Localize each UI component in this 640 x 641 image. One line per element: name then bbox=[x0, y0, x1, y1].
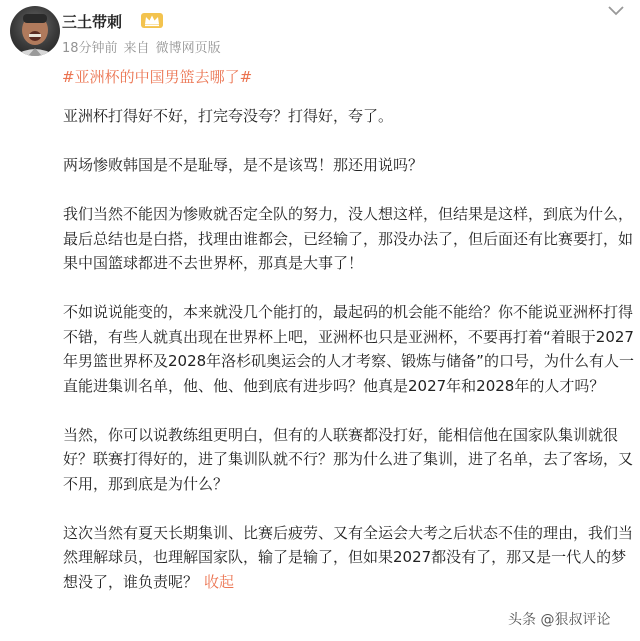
vip-crown-icon[interactable] bbox=[140, 10, 164, 30]
post-source[interactable]: 微博网页版 bbox=[155, 41, 221, 56]
topic-hashtag-link[interactable]: #亚洲杯的中国男篮去哪了# bbox=[62, 68, 253, 86]
author-name[interactable]: 三土带刺 bbox=[62, 13, 123, 31]
paragraph-1: 亚洲杯打得好不好，打完夸没夸？打得好，夸了。 bbox=[63, 107, 394, 125]
watermark: 头条 @狠叔评论 bbox=[508, 612, 611, 628]
avatar[interactable] bbox=[10, 6, 60, 56]
chevron-down-icon[interactable] bbox=[606, 4, 626, 18]
paragraph-4: 不如说说能变的，本来就没几个能打的，最起码的机会能不能给？你不能说亚洲杯打得不错，有些人就真出现在世界杯上吧，亚洲杯也只是亚洲杯，不要再打着“着眼于2027年男篮世界杯及2028年洛杉矶奥运会的人才考察、锻炼与储备”的口号，为什么有人一直能进集训名单，他、他、他到底有进步吗？他真是2027年和2028年的人才吗？ bbox=[63, 303, 634, 395]
paragraph-5: 当然，你可以说教练组更明白，但有的人联赛都没打好，能相信他在国家队集训就很好？联赛打得好的，进了集训队就不行？那为什么进了集训，进了名单，去了客场，又不用，那到底是为什么？ bbox=[63, 425, 634, 493]
avatar-photo bbox=[10, 6, 60, 56]
source-prefix: 来自 bbox=[123, 41, 150, 56]
paragraph-2: 两场惨败韩国是不是耻辱，是不是该骂！那还用说吗？ bbox=[63, 156, 424, 174]
paragraph-3: 我们当然不能因为惨败就否定全队的努力，没人想这样，但结果是这样，到底为什么，最后总结也是白搭，找理由谁都会，已经输了，那没办法了，但后面还有比赛要打，如果中国篮球都进不去世界杯，那真是大事了！ bbox=[63, 205, 634, 272]
post-body bbox=[63, 104, 635, 619]
paragraph-6-text: 这次当然有夏天长期集训、比赛后疲劳、又有全运会大考之后状态不佳的理由，我们当然理解球员，也理解国家队，输了是输了，但如果2027都没有了，那又是一代人的梦想没了，谁负责呢？ bbox=[63, 523, 634, 591]
post-header bbox=[0, 0, 640, 92]
paragraph-6 bbox=[63, 521, 635, 595]
post-time[interactable]: 18分钟前 bbox=[62, 41, 118, 56]
post-meta bbox=[62, 37, 227, 56]
collapse-link[interactable]: 收起 bbox=[204, 572, 235, 591]
